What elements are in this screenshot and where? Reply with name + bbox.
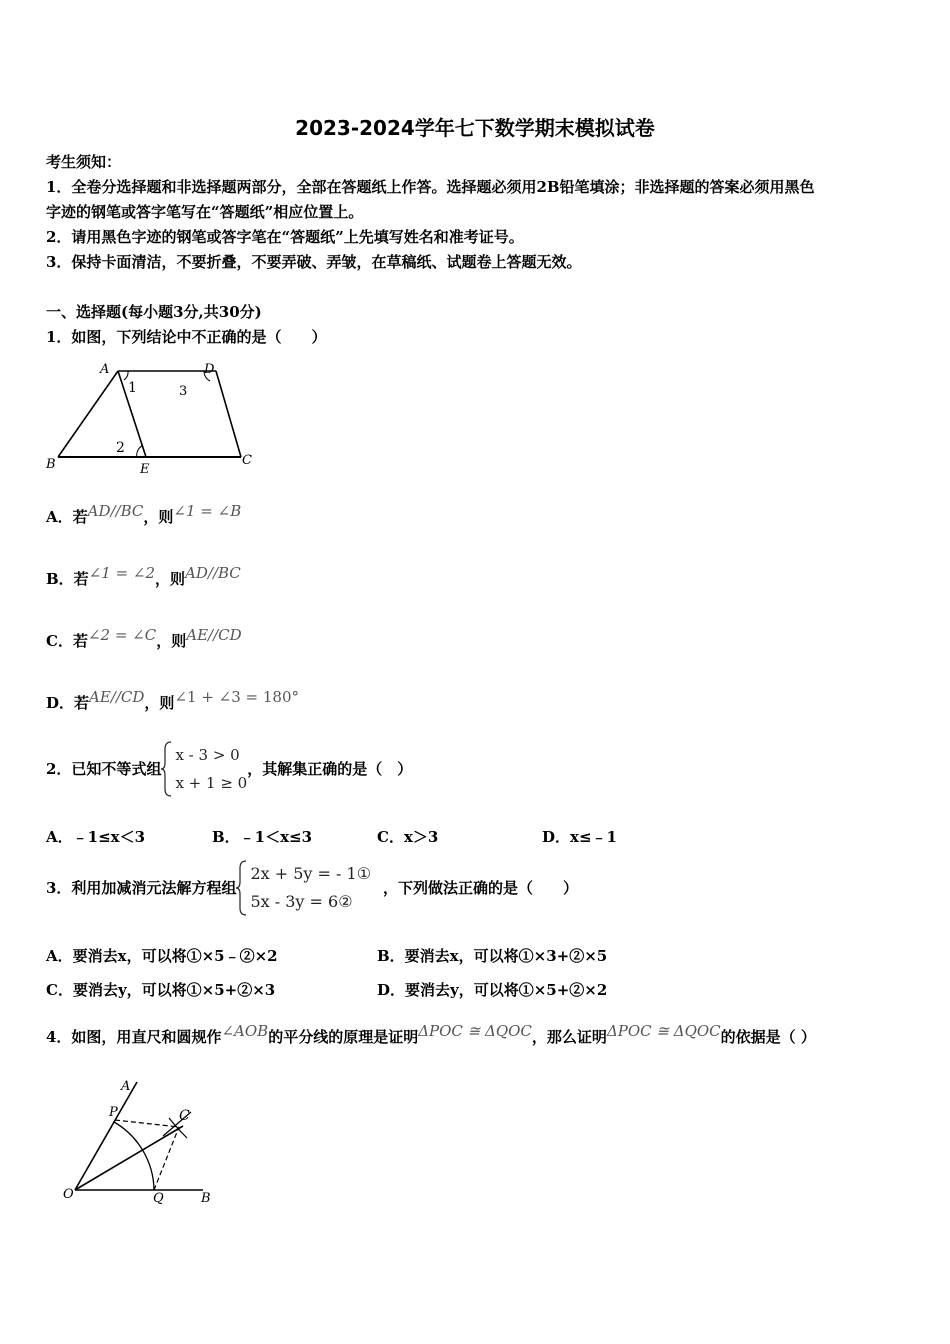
q2-option-d: D．x≤﹣1 [542, 828, 617, 846]
label-e: E [140, 462, 150, 477]
q1-trapezoid-figure [40, 358, 270, 478]
label-p: P [109, 1105, 118, 1120]
notice-item-3: 3．保持卡面清洁，不要折叠，不要弄破、弄皱，在草稿纸、试题卷上答题无效。 [46, 253, 582, 271]
q3-equation-system [236, 860, 371, 916]
label-o: O [63, 1187, 74, 1202]
q3-option-a: A．要消去x，可以将①×5﹣②×2 [46, 947, 278, 965]
q2-option-c: C．x＞3 [377, 828, 439, 846]
label-a: A [121, 1079, 131, 1094]
q1-option-b: B．若∠1 = ∠2，则AD//BC [46, 564, 241, 588]
page-title: 2023-2024学年七下数学期末模拟试卷 [295, 116, 655, 140]
q3-line-1: 2x + 5y = - 1① [250, 864, 372, 883]
segment-ab [58, 371, 118, 457]
q1-option-c: C．若∠2 = ∠C，则AE//CD [46, 626, 242, 650]
q1-option-d: D．若AE//CD，则∠1 + ∠3 = 180° [46, 688, 300, 712]
label-d: D [204, 362, 215, 377]
q2-line-1: x - 3 > 0 [175, 746, 240, 764]
q3-option-b: B．要消去x，可以将①×3+②×5 [377, 947, 608, 965]
angle-1-arc [124, 371, 128, 380]
q2-line-2: x + 1 ≥ 0 [175, 774, 248, 792]
q2-option-b: B．﹣1＜x≤3 [212, 828, 313, 846]
arc-pq [114, 1122, 154, 1190]
q2-option-a: A．﹣1≤x＜3 [46, 828, 146, 846]
segment-dc [216, 371, 241, 457]
q4-stem: 4．如图，用直尺和圆规作∠AOB的平分线的原理是证明ΔPOC ≅ ΔQOC，那么证明ΔPOC ≅ ΔQOC的依据是（ ） [46, 1022, 816, 1046]
label-b: B [201, 1191, 211, 1206]
q2-inequality-system [161, 741, 247, 797]
label-c: C [179, 1108, 190, 1124]
notice-heading: 考生须知： [46, 153, 122, 171]
q2-stem: 2．已知不等式组 x - 3 > 0 x + 1 ≥ 0 ，其解集正确的是（ ） [46, 741, 412, 797]
label-b: B [46, 457, 56, 472]
q3-option-c: C．要消去y，可以将①×5+②×3 [46, 981, 276, 999]
q4-bisector-figure [55, 1068, 235, 1218]
notice-item-1a: 1．全卷分选择题和非选择题两部分，全部在答题纸上作答。选择题必须用2B铅笔填涂；非选择题的答案必须用黑色 [46, 178, 815, 196]
notice-item-2: 2．请用黑色字迹的钢笔或答字笔在“答题纸”上先填写姓名和准考证号。 [46, 228, 524, 246]
label-q: Q [153, 1191, 164, 1206]
label-angle-1: 1 [128, 380, 137, 396]
q3-option-d: D．要消去y，可以将①×5+②×2 [377, 981, 608, 999]
section-heading: 一、选择题(每小题3分,共30分) [46, 303, 262, 321]
label-angle-3: 3 [179, 384, 188, 399]
q3-stem: 3．利用加减消元法解方程组 2x + 5y = - 1① 5x - 3y = 6② ，下列做法正确的是（ ） [46, 860, 578, 916]
q1-option-a: A．若AD//BC，则∠1 = ∠B [46, 502, 242, 526]
label-a: A [100, 362, 110, 377]
q3-line-2: 5x - 3y = 6② [250, 892, 353, 911]
ray-oa [75, 1082, 137, 1190]
q1-stem: 1．如图，下列结论中不正确的是（ ） [46, 328, 327, 346]
label-angle-2: 2 [116, 440, 125, 456]
notice-item-1b: 字迹的钢笔或答字笔写在“答题纸”相应位置上。 [46, 203, 364, 221]
label-c: C [242, 453, 252, 468]
segment-pc [115, 1120, 179, 1127]
angle-2-arc [137, 446, 142, 457]
